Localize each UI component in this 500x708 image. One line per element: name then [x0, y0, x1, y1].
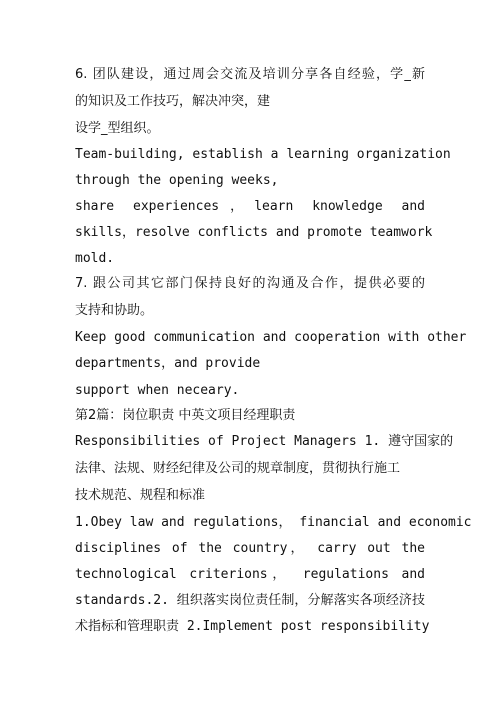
text-line-19: disciplines of the country， carry out the: [75, 541, 425, 556]
text-line-10: 支持和协助。: [75, 303, 154, 318]
text-line-3: 设学_型组织。: [75, 121, 160, 136]
text-line-8: mold.: [75, 251, 115, 266]
text-line-4: Team-building, establish a learning organization: [75, 147, 451, 162]
text-line-13: support when neceary.: [75, 383, 240, 398]
text-line-21: standards.2. 组织落实岗位责任制，分解落实各项经济技: [75, 593, 425, 608]
text-line-22: 术指标和管理职责 2.Implement post responsibility: [75, 619, 430, 634]
text-line-14: 第2篇：岗位职责 中英文项目经理职责: [75, 408, 296, 423]
text-line-7: skills，resolve conflicts and promote teamwork: [75, 225, 433, 240]
text-line-12: departments，and provide: [75, 356, 261, 371]
text-line-2: 的知识及工作技巧，解决冲突，建: [75, 94, 271, 109]
text-line-5: through the opening weeks,: [75, 173, 279, 188]
text-line-6: share experiences，learn knowledge and: [75, 199, 425, 214]
text-line-1: 6. 团队建设，通过周会交流及培训分享各自经验，学_新: [75, 67, 425, 82]
text-line-20: technological criterions， regulations and: [75, 567, 425, 582]
text-line-16: 法律、法规、财经纪律及公司的规章制度，贯彻执行施工: [75, 461, 401, 476]
text-line-18: 1.Obey law and regulations， financial and economic: [75, 515, 472, 530]
text-line-15: Responsibilities of Project Managers 1. 遵守国家的: [75, 434, 454, 449]
text-line-11: Keep good communication and cooperation with other: [75, 330, 467, 345]
text-line-17: 技术规范、规程和标准: [75, 488, 206, 503]
text-line-9: 7. 跟公司其它部门保持良好的沟通及合作，提供必要的: [75, 276, 425, 291]
